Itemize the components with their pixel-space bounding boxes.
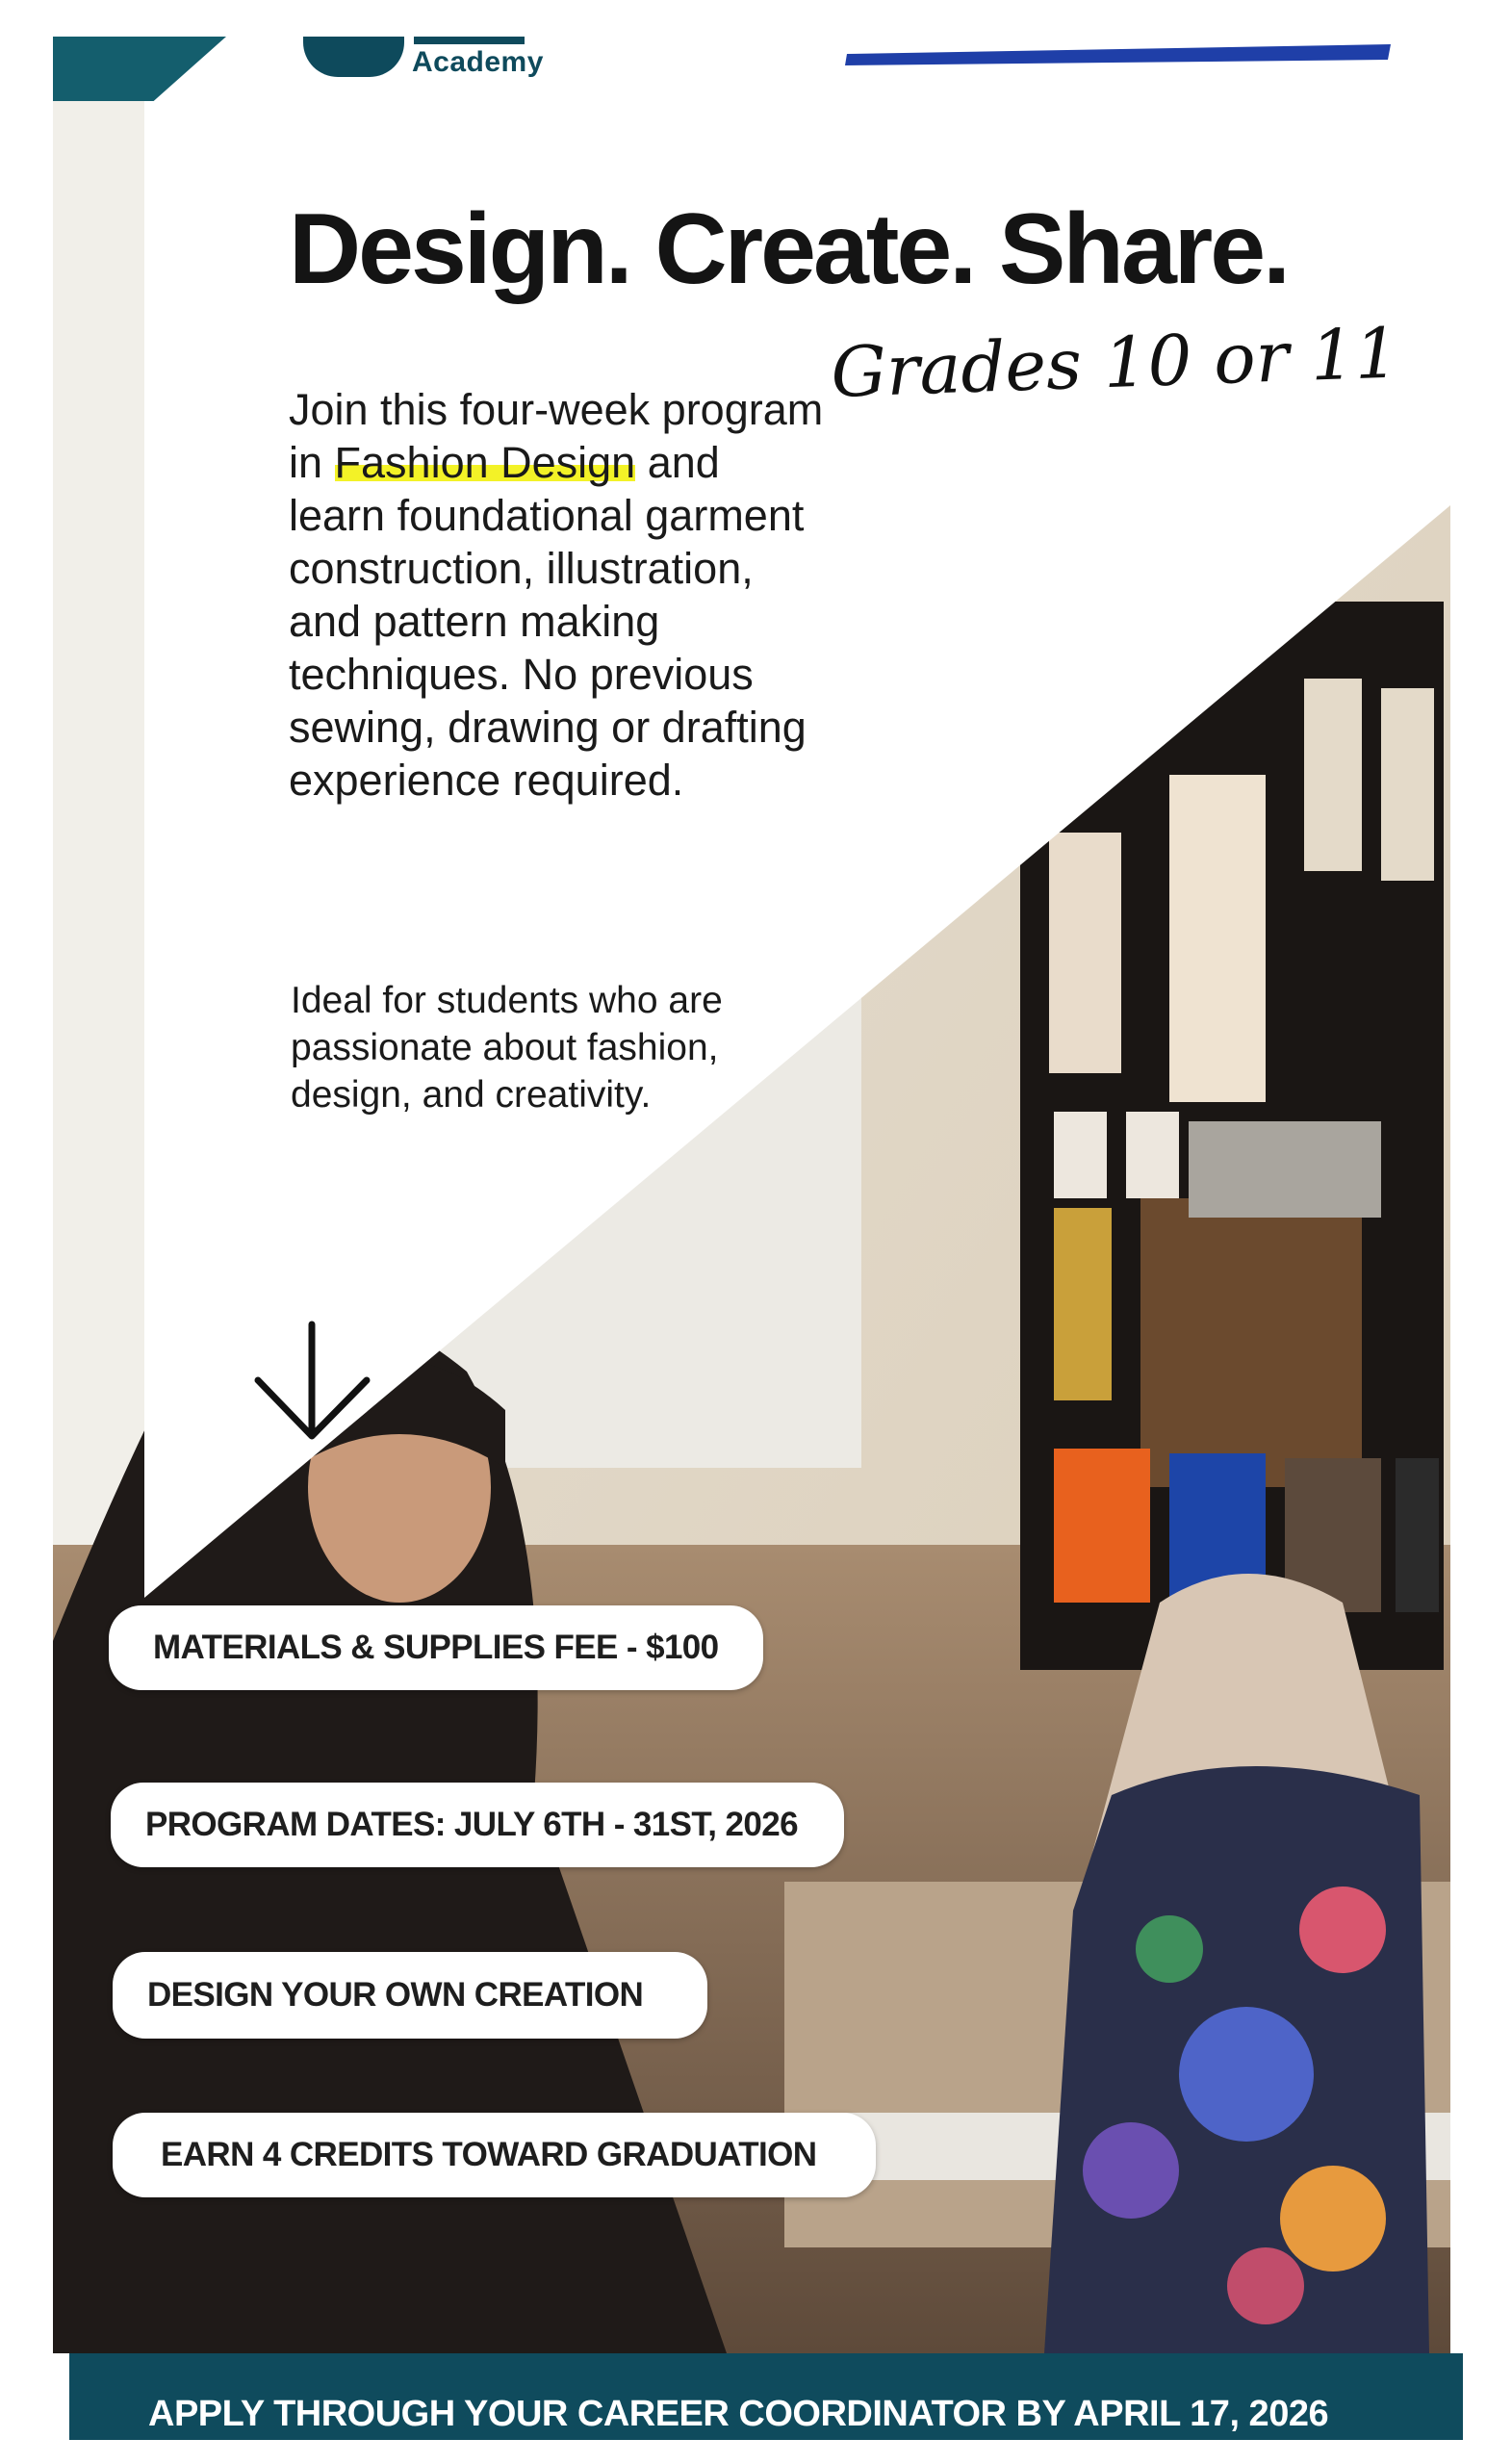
description-intro: Join this four-week program in (289, 385, 824, 487)
description-rest: and learn foundational garment construction, illustration, and pattern making techniques. No previous sewing, drawing or drafting experience required. (289, 438, 807, 805)
academy-logo-text: Academy (412, 46, 544, 78)
handwritten-grade-note: Grades 10 or 11 (830, 312, 1400, 413)
highlighted-program-name: Fashion Design (334, 438, 636, 487)
graduation-credits-badge: EARN 4 CREDITS TOWARD GRADUATION (113, 2113, 876, 2197)
page-headline: Design. Create. Share. (289, 193, 1288, 305)
apply-call-to-action: APPLY THROUGH YOUR CAREER COORDINATOR BY APRIL 17, 2026 (148, 2394, 1329, 2434)
logo-bar-decoration (414, 37, 525, 44)
program-description (289, 383, 828, 807)
academy-logo-icon (303, 37, 404, 77)
down-arrow-icon (252, 1321, 372, 1446)
materials-fee-badge: MATERIALS & SUPPLIES FEE - $100 (109, 1605, 763, 1690)
design-creation-badge: DESIGN YOUR OWN CREATION (113, 1952, 707, 2039)
footer-banner (69, 2353, 1463, 2440)
ideal-for-text: Ideal for students who are passionate about fashion, design, and creativity. (291, 980, 723, 1116)
blue-accent-stroke (837, 38, 1396, 67)
program-dates-badge: PROGRAM DATES: JULY 6TH - 31ST, 2026 (111, 1783, 844, 1867)
